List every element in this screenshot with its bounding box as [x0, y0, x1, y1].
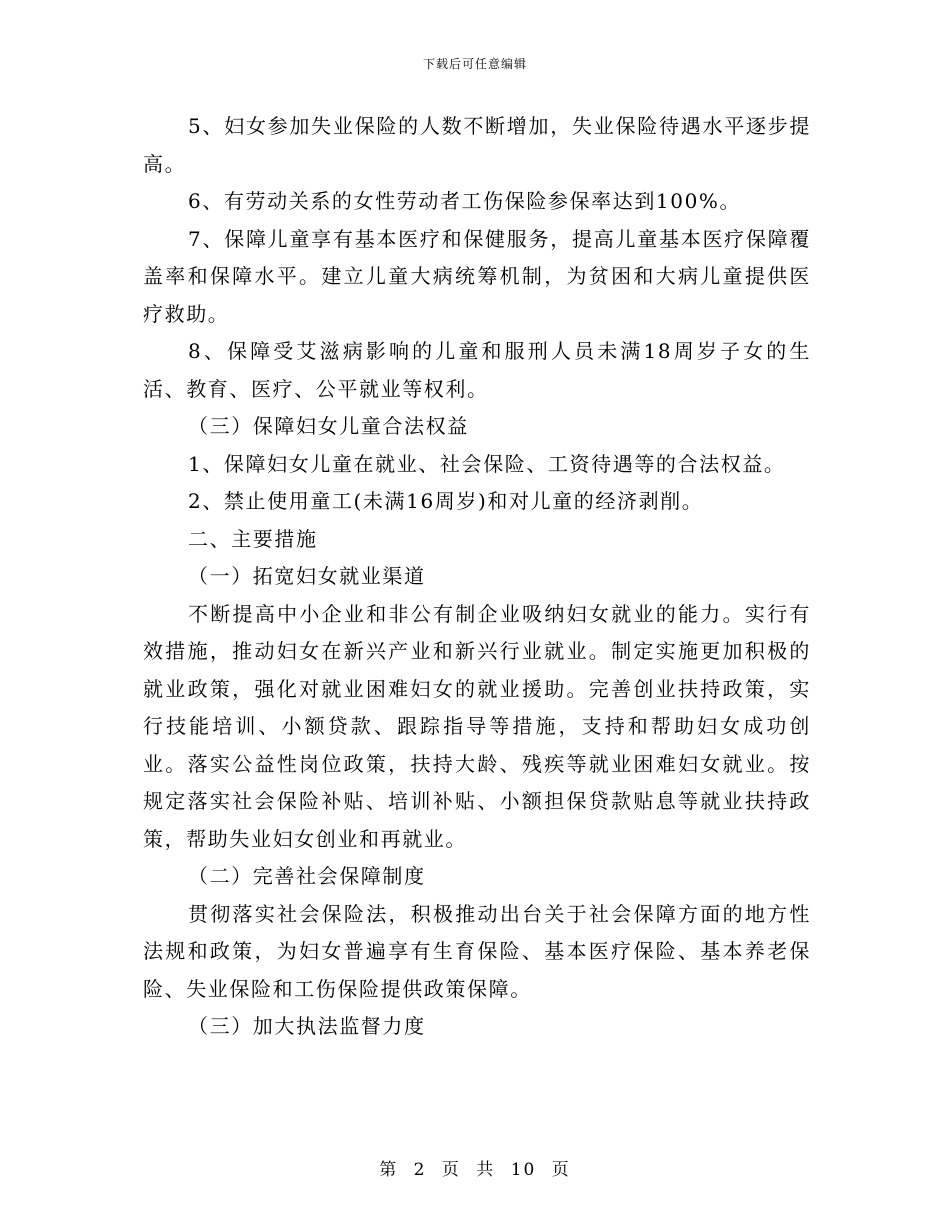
document-body [143, 108, 811, 1046]
heading-main-measures: 二、主要措施 [188, 526, 318, 551]
footer-word-page: 第 [379, 1160, 399, 1180]
paragraph-employment: 不断提高中小企业和非公有制企业吸纳妇女就业的能力。实行有效措施，推动妇女在新兴产业和新兴行业就业。制定实施更加积极的就业政策，强化对就业困难妇女的就业援助。完善创业扶持政策，实行技能培训、小额贷款、跟踪指导等措施，支持和帮助妇女成功创业。落实公益性岗位政策，扶持大龄、残疾等就业困难妇女就业。按规定落实社会保险补贴、培训补贴、小额担保贷款贴息等就业扶持政策，帮助失业妇女创业和再就业。 [143, 601, 811, 851]
subheading-employment: （一）拓宽妇女就业渠道 [188, 564, 426, 588]
paragraph-item-8: 8、保障受艾滋病影响的儿童和服刑人员未满18周岁子女的生活、教育、医疗、公平就业等权利。 [143, 339, 811, 401]
footer-word-page-unit: 页 [441, 1160, 461, 1180]
footer-word-page-unit-2: 页 [551, 1160, 571, 1180]
paragraph-social-security: 贯彻落实社会保险法，积极推动出台关于社会保障方面的地方性法规和政策，为妇女普遍享有生育保险、基本医疗保险、基本养老保险、失业保险和工伤保险提供政策保障。 [143, 901, 811, 1001]
footer-word-total: 共 [476, 1160, 496, 1180]
paragraph-rights-1: 1、保障妇女儿童在就业、社会保险、工资待遇等的合法权益。 [188, 451, 786, 476]
header-note: 下载后可任意编辑 [422, 57, 527, 71]
footer-page-number: 2 [413, 1160, 427, 1180]
paragraph-rights-2: 2、禁止使用童工(未满16周岁)和对儿童的经济剥削。 [188, 489, 704, 513]
paragraph-item-5: 5、妇女参加失业保险的人数不断增加，失业保险待遇水平逐步提高。 [143, 114, 811, 176]
page-footer [0, 1155, 950, 1180]
subheading-social-security: （二）完善社会保障制度 [188, 864, 426, 888]
paragraph-item-7: 7、保障儿童享有基本医疗和保健服务，提高儿童基本医疗保障覆盖率和保障水平。建立儿童大病统筹机制，为贫困和大病儿童提供医疗救助。 [143, 226, 811, 326]
subheading-enforcement: （三）加大执法监督力度 [188, 1014, 426, 1038]
footer-total-pages: 10 [510, 1160, 537, 1180]
paragraph-item-6: 6、有劳动关系的女性劳动者工伤保险参保率达到100%。 [188, 189, 742, 213]
subheading-protect-rights: （三）保障妇女儿童合法权益 [188, 414, 469, 438]
